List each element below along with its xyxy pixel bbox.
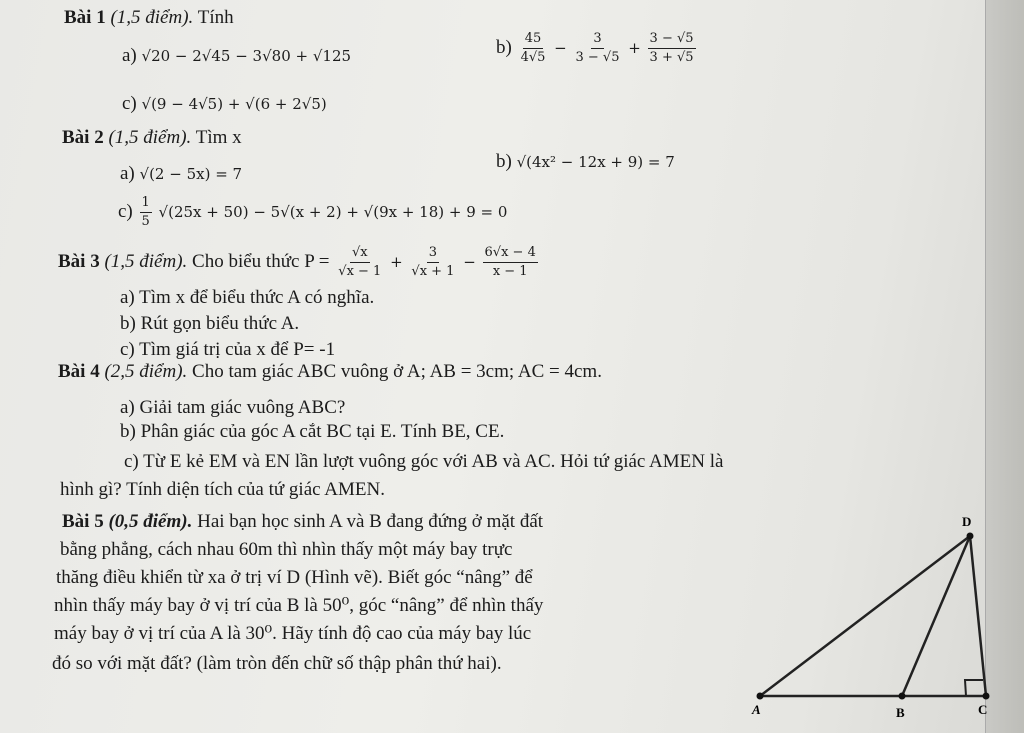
- bai5-l3: thăng điều khiển từ xa ở trị ví D (Hình vẽ). Biết góc “nâng” để: [56, 567, 533, 588]
- bai2-c-expr: √(25x + 50) − 5√(x + 2) + √(9x + 18) + 9 = 0: [158, 202, 508, 221]
- bai3-task: Cho biểu thức P =: [192, 250, 330, 272]
- frac-num: 1: [140, 194, 152, 213]
- frac-num: 3: [591, 30, 603, 49]
- label-b: B: [896, 705, 905, 720]
- bai2-c-frac: [140, 194, 152, 231]
- bai1-c-expr: √(9 − 4√5) + √(6 + 2√5): [141, 95, 327, 113]
- bai1-heading: [64, 6, 234, 30]
- bai3-points: (1,5 điểm).: [104, 250, 188, 272]
- frac-num: √x: [350, 244, 370, 263]
- point-b: [899, 693, 906, 700]
- bai3-frac3: [483, 244, 538, 281]
- bai3-title: Bài 3: [58, 250, 100, 272]
- frac-den: 4√5: [520, 50, 546, 65]
- bai4-title: Bài 4: [58, 361, 100, 382]
- bai1-b-frac3: [648, 30, 696, 67]
- frac-num: 3: [427, 244, 439, 263]
- bai4-a: a) Giải tam giác vuông ABC?: [120, 397, 346, 418]
- bai5-l1: [62, 510, 543, 534]
- bai2-c: [118, 194, 507, 231]
- bai3-a: a) Tìm x để biểu thức A có nghĩa.: [120, 287, 375, 308]
- right-angle-mark: [965, 680, 983, 696]
- bai5-text: Hai bạn học sinh A và B đang đứng ở mặt đất: [197, 511, 544, 532]
- bai2-a-label: a): [120, 163, 135, 184]
- point-d: [967, 533, 974, 540]
- bai4-c1: c) Từ E kẻ EM và EN lần lượt vuông góc với AB và AC. Hỏi tứ giác AMEN là: [124, 451, 724, 472]
- segment-dc: [970, 536, 986, 696]
- bai4-b: b) Phân giác của góc A cắt BC tại E. Tính BE, CE.: [120, 421, 505, 442]
- frac-num: 45: [523, 30, 544, 49]
- frac-num: 6√x − 4: [483, 244, 538, 263]
- point-c: [983, 693, 990, 700]
- bai2-c-label: c): [118, 200, 133, 222]
- bai1-b-frac1: [519, 30, 548, 67]
- bai1-points: (1,5 điểm).: [110, 7, 194, 28]
- bai5-points: (0,5 điểm).: [108, 511, 193, 532]
- bai5-l5: máy bay ở vị trí của A là 30⁰. Hãy tính độ cao của máy bay lúc: [54, 623, 532, 644]
- bai3-frac1: [336, 244, 383, 281]
- operator: +: [628, 38, 641, 57]
- bai5-title: Bài 5: [62, 511, 104, 532]
- label-d: D: [962, 514, 972, 529]
- frac-den: x − 1: [492, 264, 528, 279]
- bai1-title: Bài 1: [64, 7, 106, 28]
- bai5-l4: nhìn thấy máy bay ở vị trí của B là 50⁰, góc “nâng” để nhìn thấy: [54, 595, 544, 616]
- bai3-b: b) Rút gọn biểu thức A.: [120, 313, 300, 334]
- bai3-frac2: [409, 244, 456, 281]
- bai2-task: Tìm x: [195, 127, 242, 148]
- bai1-b-label: b): [496, 36, 512, 58]
- bai2-b-label: b): [496, 151, 512, 172]
- bai2-title: Bài 2: [62, 127, 104, 148]
- bai1-c: [122, 92, 327, 116]
- bai1-b-frac2: [573, 30, 621, 67]
- bai1-a-label: a): [122, 45, 137, 66]
- triangle-figure: [740, 510, 1020, 730]
- bai1-a: [122, 44, 351, 68]
- bai2-points: (1,5 điểm).: [108, 127, 192, 148]
- frac-den: 5: [141, 214, 150, 229]
- bai1-task: Tính: [197, 7, 234, 28]
- label-a: A: [752, 702, 761, 717]
- bai2-a: [120, 162, 242, 186]
- bai5-l6: đó so với mặt đất? (làm tròn đến chữ số thập phân thứ hai).: [52, 653, 502, 674]
- bai2-b: [496, 150, 675, 174]
- bai2-b-expr: √(4x² − 12x + 9) = 7: [516, 153, 675, 171]
- frac-den: √x + 1: [411, 264, 455, 279]
- label-c: C: [978, 702, 988, 717]
- frac-num: 3 − √5: [648, 30, 696, 49]
- bai2-a-expr: √(2 − 5x) = 7: [139, 165, 243, 183]
- bai3-c: c) Tìm giá trị của x để P= -1: [120, 339, 336, 360]
- segment-bd: [902, 536, 970, 696]
- segment-ad: [760, 536, 970, 696]
- bai4-task: Cho tam giác ABC vuông ở A; AB = 3cm; AC = 4cm.: [192, 361, 602, 382]
- bai1-b: [496, 30, 698, 67]
- frac-den: √x − 1: [338, 264, 382, 279]
- operator: +: [390, 252, 403, 271]
- bai1-c-label: c): [122, 93, 137, 114]
- operator: −: [554, 38, 567, 57]
- bai3-heading: [58, 244, 540, 281]
- frac-den: 3 − √5: [575, 50, 620, 65]
- bai2-heading: [62, 126, 242, 150]
- operator: −: [463, 252, 476, 271]
- point-a: [757, 693, 764, 700]
- bai4-points: (2,5 điểm).: [104, 361, 188, 382]
- bai4-c2: hình gì? Tính diện tích của tứ giác AMEN.: [60, 479, 385, 500]
- frac-den: 3 + √5: [649, 50, 694, 65]
- bai4-heading: [58, 360, 602, 384]
- bai5-l2: bằng phẳng, cách nhau 60m thì nhìn thấy một máy bay trực: [60, 539, 513, 560]
- bai1-a-expr: √20 − 2√45 − 3√80 + √125: [141, 47, 352, 65]
